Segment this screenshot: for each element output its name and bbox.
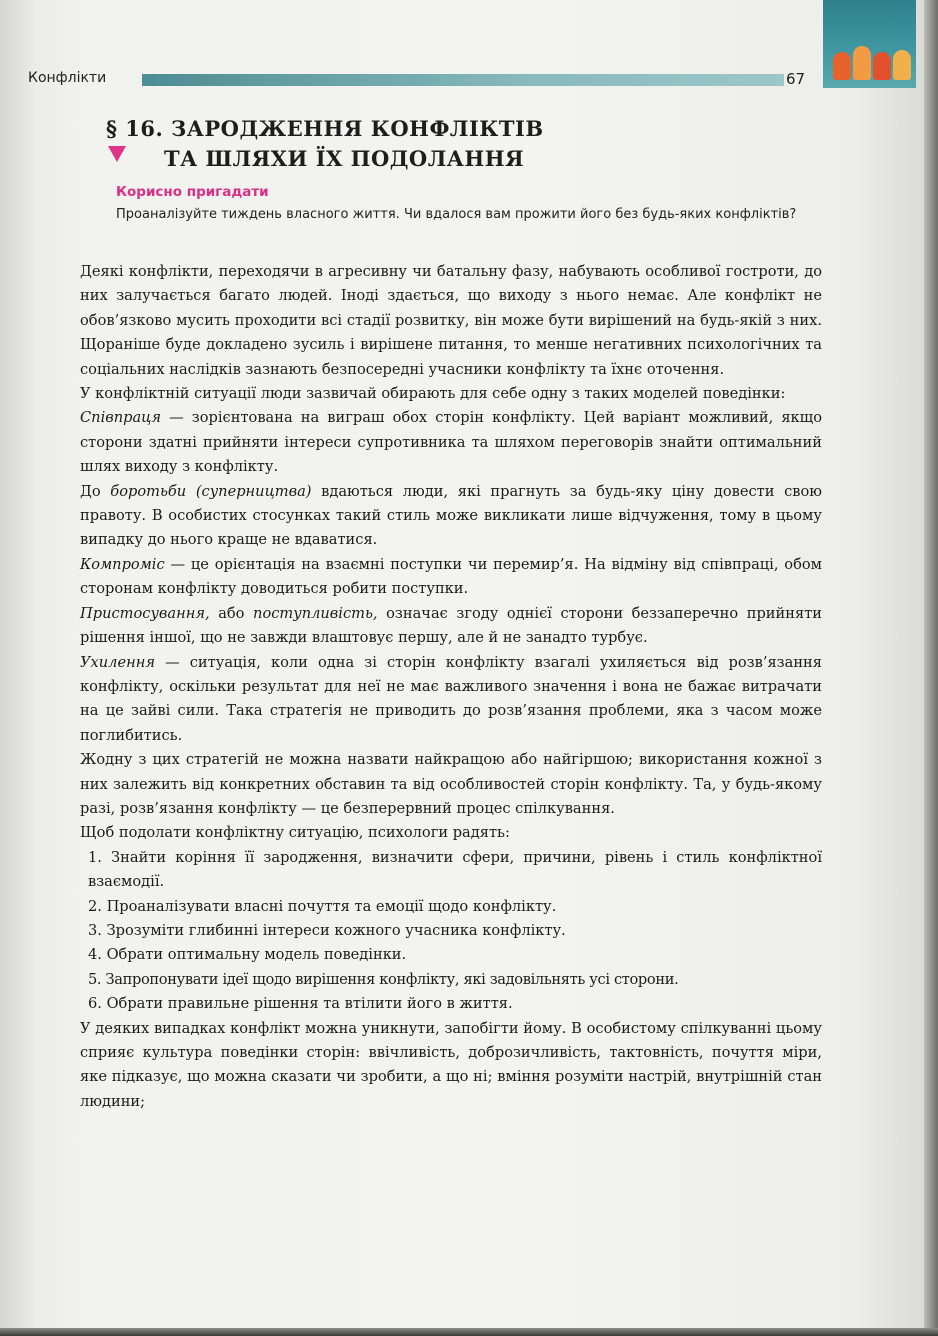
paragraph-avoidance [80, 651, 822, 749]
paragraph-advice [80, 821, 822, 845]
paragraph-competition [80, 480, 822, 553]
running-title: Конфлікти [28, 70, 107, 86]
paragraph-models [80, 382, 822, 406]
page-edge-shadow [924, 0, 938, 1336]
paragraph-text: Жодну з цих стратегій не можна назвати найкращою або найгіршою; використання кожної з них залежить від конкретних обставин та від особливостей сторін конфлікту. Та, у будь-якому разі, розв’язання конфлікту — це безперервний процес спілкування. [80, 751, 822, 817]
paragraph-accommodation [80, 602, 822, 651]
page-number: 67 [786, 70, 806, 88]
paragraph-text: До [80, 482, 111, 500]
figure-shape [833, 52, 851, 80]
paragraph-prevention [80, 1017, 822, 1115]
list-item: 1. Знайти коріння її зародження, визначити сфери, причини, рівень і стиль конфліктної взаємодії. [88, 848, 822, 891]
paragraph-cooperation [80, 406, 822, 479]
list-item: 3. Зрозуміти глибинні інтереси кожного учасника конфлікту. [88, 921, 566, 939]
list-item: 4. Обрати оптимальну модель поведінки. [88, 946, 407, 964]
heading-line-1: § 16. ЗАРОДЖЕННЯ КОНФЛІКТІВ [106, 116, 544, 141]
term-accommodation: Пристосування, [80, 604, 210, 622]
paragraph-text: — ситуація, коли одна зі сторін конфлікту взагалі ухиляється від розв’язання конфлікту, оскільки результат для неї не має важливого значення і вона не бажає витрачати на це зайві сили. Така стратегія не приводить до розв’язання проблеми, яка з часом може поглибитись. [80, 653, 822, 744]
paragraph-text: Щоб подолати конфліктну ситуацію, психологи радять: [80, 824, 510, 842]
paragraph-text: Деякі конфлікти, переходячи в агресивну чи батальну фазу, набувають особливої гостроти, до них залучається багато людей. Іноді здається, що виходу з нього немає. Але конфлікт не обов’язково мусить проходити всі стадії розвитку, він може бути вирішений на будь-якій з них. Щораніше буде докладено зусиль і вирішене питання, то менше негативних психологічних та соціальних наслідків зазнають безпосередні учасники конфлікту та їхнє оточення. [80, 263, 822, 378]
paragraph-text: — це орієнтація на взаємні поступки чи перемир’я. На відміну від співпраці, обом сторонам конфлікту доводиться робити поступки. [80, 555, 822, 598]
recall-question: Проаналізуйте тиждень власного життя. Чи вдалося вам прожити його без будь-яких конфліктів? [116, 207, 797, 222]
paragraph-text: — зорієнтована на виграш обох сторін конфлікту. Цей варіант можливий, якщо сторони здатні прийняти інтереси супротивника та шляхом переговорів знайти оптимальний шлях виходу з конфлікту. [80, 409, 822, 476]
section-heading [106, 114, 806, 174]
paragraph-strategies [80, 748, 822, 821]
paragraph-text: У деяких випадках конфлікт можна уникнути, запобігти йому. В особистому спілкуванні цьому сприяє культура поведінки сторін: ввічливість, доброзичливість, тактовність, почуття міри, яке підказує, що можна сказати чи зробити, а що ні; вміння розуміти настрій, внутрішній стан людини; [80, 1019, 822, 1110]
paragraph-compromise [80, 553, 822, 602]
body-text [80, 260, 822, 1114]
term-compromise: Компроміс [80, 555, 165, 573]
recall-label: Корисно пригадати [116, 184, 269, 200]
paragraph-text: У конфліктній ситуації люди зазвичай обирають для себе одну з таких моделей поведінки: [80, 385, 786, 403]
heading-line-2: ТА ШЛЯХИ ЇХ ПОДОЛАННЯ [164, 146, 525, 171]
figure-shape [853, 46, 871, 80]
figure-shape [873, 52, 891, 80]
paragraph-text: означає згоду однієї сторони беззаперечно прийняти рішення іншої, що не завжди влаштовує першу, але й не занадто турбує. [80, 604, 822, 647]
term-cooperation: Співпраця [80, 409, 162, 427]
running-header [28, 62, 828, 96]
list-item: 6. Обрати правильне рішення та втілити його в життя. [88, 995, 513, 1013]
header-bar [142, 74, 784, 86]
page-bottom-shadow [0, 1328, 938, 1336]
term-competition: боротьби (суперництва) [110, 482, 312, 500]
paragraph-intro [80, 260, 822, 382]
paragraph-text: вдаються люди, які прагнуть за будь-яку ціну довести свою правоту. В особистих стосунках такий стиль може викликати лише відчуження, тому в цьому випадку до нього краще не вдаватися. [80, 482, 822, 549]
list-item: 5. Запропонувати ідеї щодо вирішення конфлікту, які задовільнять усі сторони. [88, 970, 679, 988]
figure-shape [893, 50, 911, 80]
term-compliance: поступливість, [253, 604, 378, 622]
paragraph-text: або [209, 604, 254, 622]
corner-illustration [823, 0, 916, 88]
list-item: 2. Проаналізувати власні почуття та емоції щодо конфлікту. [88, 897, 557, 915]
term-avoidance: Ухилення [80, 653, 155, 671]
